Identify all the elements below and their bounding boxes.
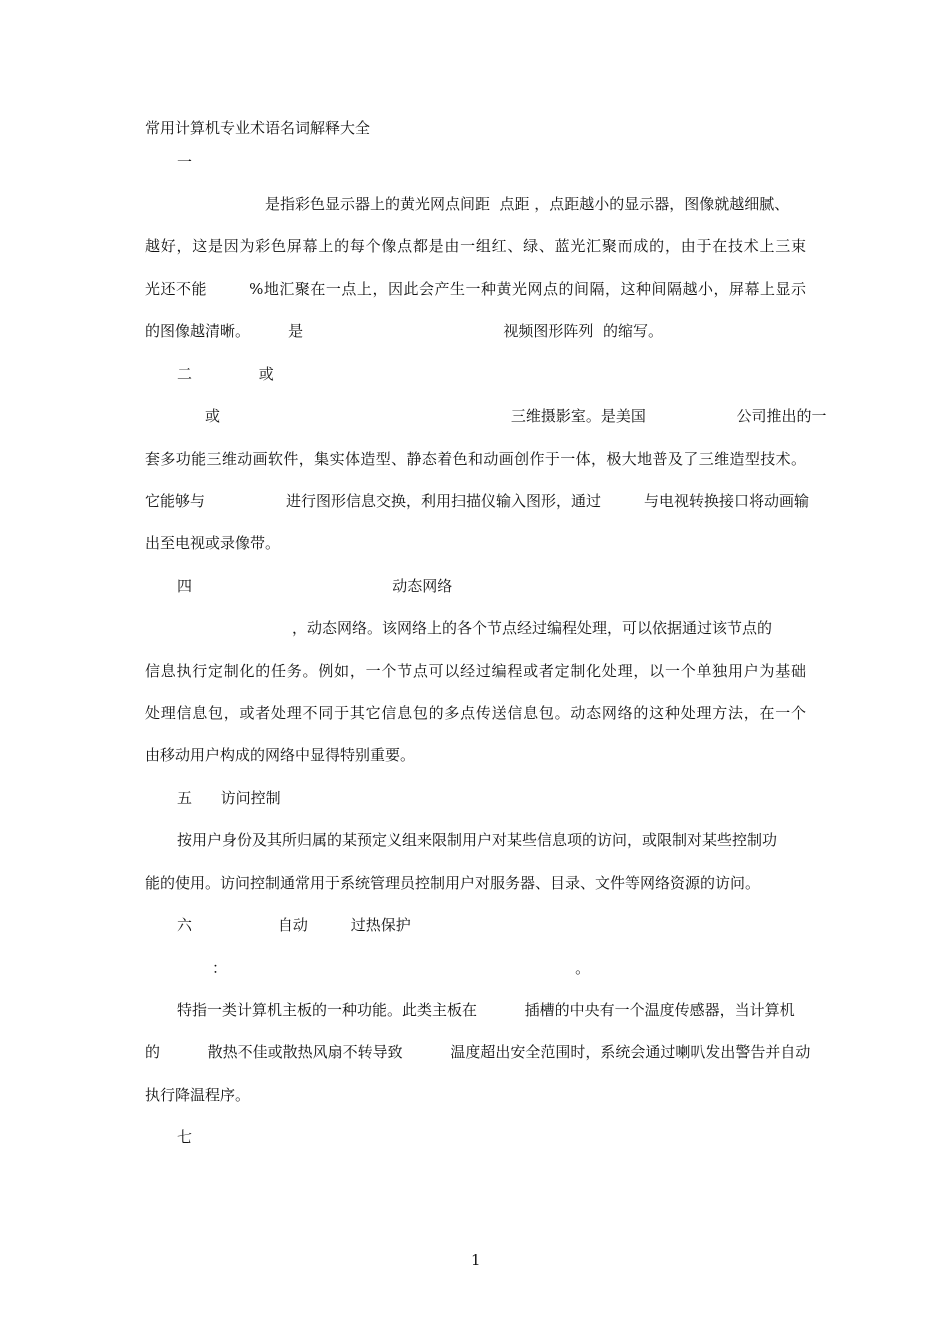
paragraph-line: 或 三维摄影室。是美国 公司推出的一 xyxy=(205,407,827,425)
paragraph-line: 特指一类计算机主板的一种功能。此类主板在 插槽的中央有一个温度传感器，当计算机 xyxy=(177,1001,795,1019)
section-heading: 四 动态网络 xyxy=(177,577,453,595)
paragraph-line: 能的使用。访问控制通常用于系统管理员控制用户对服务器、目录、文件等网络资源的访问。 xyxy=(145,874,761,892)
paragraph-line: 信息执行定制化的任务。例如，一个节点可以经过编程或者定制化处理，以一个单独用户为基础 xyxy=(145,662,806,680)
paragraph-line: 是指彩色显示器上的黄光网点间距 点距 ，点距越小的显示器，图像就越细腻、 xyxy=(265,195,790,213)
paragraph-line: 它能够与 进行图形信息交换，利用扫描仪输入图形，通过 与电视转换接口将动画输 xyxy=(145,492,809,510)
paragraph-line: 按用户身份及其所归属的某预定义组来限制用户对某些信息项的访问，或限制对某些控制功 xyxy=(177,831,778,849)
paragraph-line: ： 。 xyxy=(212,959,591,977)
section-heading: 一 xyxy=(177,153,193,171)
paragraph-line: 套多功能三维动画软件，集实体造型、静态着色和动画创作于一体，极大地普及了三维造型技术。 xyxy=(145,450,806,468)
paragraph-line: 执行降温程序。 xyxy=(145,1086,251,1104)
paragraph-line: 光还不能 %地汇聚在一点上，因此会产生一种黄光网点的间隔，这种间隔越小，屏幕上显示 xyxy=(145,280,806,298)
paragraph-line: 处理信息包，或者处理不同于其它信息包的多点传送信息包。动态网络的这种处理方法，在一个 xyxy=(145,704,806,722)
document-title: 常用计算机专业术语名词解释大全 xyxy=(145,119,371,137)
section-heading: 六 自动 过热保护 xyxy=(177,916,411,934)
section-heading: 五 访问控制 xyxy=(177,789,281,807)
paragraph-line: 出至电视或录像带。 xyxy=(145,534,281,552)
paragraph-line: 由移动用户构成的网络中显得特别重要。 xyxy=(145,746,416,764)
section-heading: 二 或 xyxy=(177,365,274,383)
section-heading: 七 xyxy=(177,1128,193,1146)
paragraph-line: 的图像越清晰。 是 视频图形阵列 的缩写。 xyxy=(145,322,663,340)
paragraph-line: ，动态网络。该网络上的各个节点经过编程处理，可以依据通过该节点的 xyxy=(292,619,773,637)
paragraph-line: 越好，这是因为彩色屏幕上的每个像点都是由一组红、绿、蓝光汇聚而成的，由于在技术上三束 xyxy=(145,237,806,255)
paragraph-line: 的 散热不佳或散热风扇不转导致 温度超出安全范围时，系统会通过喇叭发出警告并自动 xyxy=(145,1043,811,1061)
page-number: 1 xyxy=(471,1251,481,1269)
